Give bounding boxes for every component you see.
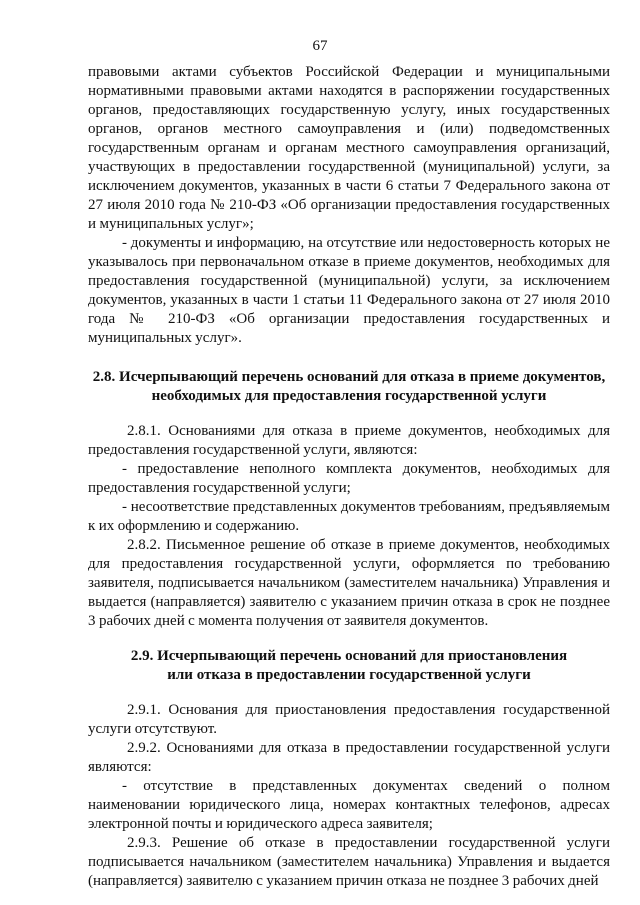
section-2-8-list-item-1: - предоставление неполного комплекта документов, необходимых для предоставления государственной услуги; (88, 461, 610, 496)
section-2-8-heading-line-1: 2.8. Исчерпывающий перечень оснований для отказа в приеме документов, (92, 369, 606, 385)
paragraph-2-9-2: 2.9.2. Основаниями для отказа в предоставлении государственной услуги являются: (88, 740, 610, 775)
paragraph-2-9-1: 2.9.1. Основания для приостановления предоставления государственной услуги отсутствуют. (88, 702, 610, 737)
section-2-8-heading-line-2: необходимых для предоставления государственной услуги (151, 388, 547, 404)
intro-paragraph-continued: правовыми актами субъектов Российской Федерации и муниципальными нормативными правовыми актами находятся в распоряжении государственных органов, предоставляющих государственную услугу, иных государственных органов, органов местного самоуправления и (или) подведомственных государственным органам и органам местного самоуправления организаций, участвующих в предоставлении государственной (муниципальной) услуги, за исключением документов, указанных в части 6 статьи 7 Федерального закона от 27 июля 2010 года № 210-ФЗ «Об организации предоставления государственных и муниципальных услуг»; (88, 64, 610, 232)
section-2-8-list-item-2: - несоответствие представленных документов требованиям, предъявляемым к их оформлению и содержанию. (88, 499, 610, 534)
section-2-9-list-item-1: - отсутствие в представленных документах сведений о полном наименовании юридического лица, номерах контактных телефонов, адресах электронной почты и юридического адреса заявителя; (88, 778, 610, 832)
section-2-8-heading (88, 368, 610, 406)
intro-list-item: - документы и информацию, на отсутствие или недостоверность которых не указывалось при первоначальном отказе в приеме документов, необходимых для предоставления государственной (муниципальной) услуги, за исключением документов, указанных в части 1 статьи 11 Федерального закона от 27 июля 2010 года № 210-ФЗ «Об организации предоставления государственных и муниципальных услуг». (88, 235, 610, 346)
document-body (88, 63, 610, 891)
page-number: 67 (312, 38, 328, 54)
paragraph-2-9-3: 2.9.3. Решение об отказе в предоставлении государственной услуги подписывается начальником (заместителем начальника) Управления и выдается (направляется) заявителю с указанием причин отказа не позднее 3 рабочих дней (88, 835, 610, 889)
paragraph-2-8-1: 2.8.1. Основаниями для отказа в приеме документов, необходимых для предоставления государственной услуги, являются: (88, 423, 610, 458)
section-2-9-heading (88, 647, 610, 685)
paragraph-2-8-2: 2.8.2. Письменное решение об отказе в приеме документов, необходимых для предоставления государственной услуги, оформляется по требованию заявителя, подписывается начальником (заместителем начальника) Управления и выдается (направляется) заявителю с указанием причин отказа в срок не позднее 3 рабочих дней с момента получения от заявителя документов. (88, 537, 610, 629)
section-2-9-heading-line-2: или отказа в предоставлении государственной услуги (167, 667, 531, 683)
section-2-9-heading-line-1: 2.9. Исчерпывающий перечень оснований для приостановления (130, 648, 568, 664)
